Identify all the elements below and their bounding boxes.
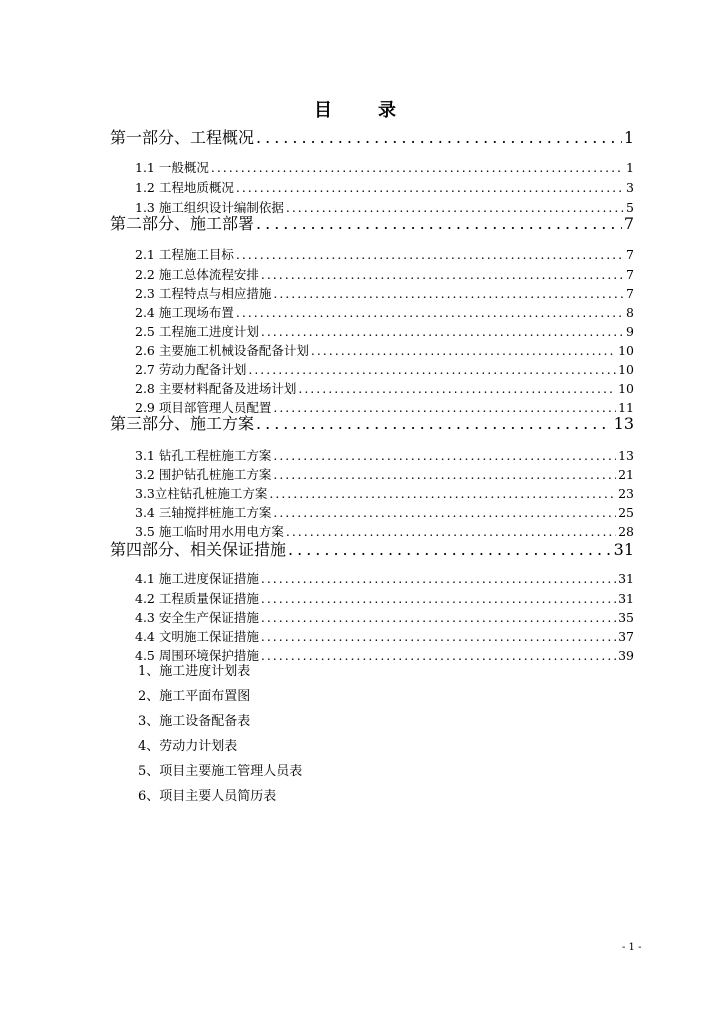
toc-entry-label: 4.1 施工进度保证措施 bbox=[135, 571, 259, 586]
toc-entry-label: 第一部分、工程概况 bbox=[110, 128, 255, 147]
attachment-item: 1、施工进度计划表 bbox=[138, 664, 251, 679]
toc-entry-label: 第二部分、施工部署 bbox=[110, 214, 255, 233]
toc-entry-label: 第四部分、相关保证措施 bbox=[110, 540, 287, 559]
dot-leader bbox=[273, 505, 616, 520]
dot-leader bbox=[261, 324, 624, 339]
dot-leader bbox=[261, 629, 616, 644]
toc-entry-page: 31 bbox=[618, 571, 634, 586]
attachment-item: 2、施工平面布置图 bbox=[138, 689, 251, 704]
toc-section-entry[interactable] bbox=[135, 265, 634, 283]
toc-entry-page: 10 bbox=[618, 381, 634, 396]
toc-section-entry[interactable] bbox=[135, 484, 634, 502]
toc-section-entry[interactable] bbox=[135, 446, 634, 464]
toc-section-entry[interactable] bbox=[135, 360, 634, 378]
toc-entry-label: 4.2 工程质量保证措施 bbox=[135, 591, 259, 606]
dot-leader bbox=[211, 160, 624, 175]
toc-section-entry[interactable] bbox=[135, 158, 634, 176]
toc-entry-page: 3 bbox=[626, 180, 634, 195]
toc-section-entry[interactable] bbox=[135, 627, 634, 645]
toc-section-entry[interactable] bbox=[135, 341, 634, 359]
toc-entry-page: 10 bbox=[618, 343, 634, 358]
attachment-item: 5、项目主要施工管理人员表 bbox=[138, 764, 303, 779]
dot-leader bbox=[256, 214, 622, 233]
dot-leader bbox=[261, 267, 624, 282]
toc-entry-page: 31 bbox=[613, 540, 634, 559]
toc-entry-page: 1 bbox=[626, 160, 634, 175]
toc-entry-label: 2.5 工程施工进度计划 bbox=[135, 324, 259, 339]
toc-entry-label: 3.1 钻孔工程桩施工方案 bbox=[135, 448, 272, 463]
toc-entry-page: 7 bbox=[626, 267, 634, 282]
toc-entry-page: 21 bbox=[618, 467, 634, 482]
toc-entry-label: 3.3立柱钻孔桩施工方案 bbox=[135, 486, 268, 501]
toc-entry-page: 11 bbox=[618, 400, 634, 415]
dot-leader bbox=[288, 540, 612, 559]
dot-leader bbox=[273, 467, 616, 482]
toc-entry-page: 25 bbox=[618, 505, 634, 520]
attachment-item: 3、施工设备配备表 bbox=[138, 714, 251, 729]
dot-leader bbox=[248, 362, 616, 377]
dot-leader bbox=[261, 571, 616, 586]
toc-entry-page: 7 bbox=[623, 214, 634, 233]
toc-entry-label: 第三部分、施工方案 bbox=[110, 414, 255, 433]
toc-entry-page: 10 bbox=[618, 362, 634, 377]
dot-leader bbox=[256, 128, 622, 147]
toc-entry-page: 1 bbox=[623, 128, 634, 147]
toc-entry-label: 1.1 一般概况 bbox=[135, 160, 209, 175]
dot-leader bbox=[261, 648, 616, 663]
toc-entry-label: 2.7 劳动力配备计划 bbox=[135, 362, 247, 377]
toc-entry-page: 7 bbox=[626, 247, 634, 262]
toc-part-entry[interactable] bbox=[110, 211, 634, 234]
toc-entry-page: 7 bbox=[626, 286, 634, 301]
dot-leader bbox=[236, 305, 624, 320]
toc-entry-label: 3.5 施工临时用水用电方案 bbox=[135, 524, 284, 539]
toc-part-entry[interactable] bbox=[110, 537, 634, 560]
toc-entry-label: 4.5 周围环境保护措施 bbox=[135, 648, 259, 663]
toc-entry-label: 2.4 施工现场布置 bbox=[135, 305, 234, 320]
toc-entry-label: 4.4 文明施工保证措施 bbox=[135, 629, 259, 644]
toc-part-entry[interactable] bbox=[110, 125, 634, 148]
toc-section-entry[interactable] bbox=[135, 379, 634, 397]
dot-leader bbox=[236, 180, 624, 195]
dot-leader bbox=[273, 286, 624, 301]
attachment-item: 4、劳动力计划表 bbox=[138, 739, 238, 754]
dot-leader bbox=[256, 414, 612, 433]
toc-entry-page: 8 bbox=[626, 305, 634, 320]
toc-entry-label: 2.3 工程特点与相应措施 bbox=[135, 286, 272, 301]
toc-entry-label: 1.2 工程地质概况 bbox=[135, 180, 234, 195]
toc-section-entry[interactable] bbox=[135, 322, 634, 340]
toc-entry-label: 4.3 安全生产保证措施 bbox=[135, 610, 259, 625]
toc-entry-label: 2.6 主要施工机械设备配备计划 bbox=[135, 343, 309, 358]
toc-section-entry[interactable] bbox=[135, 303, 634, 321]
toc-entry-page: 39 bbox=[618, 648, 634, 663]
toc-entry-page: 28 bbox=[618, 524, 634, 539]
dot-leader bbox=[261, 591, 616, 606]
toc-section-entry[interactable] bbox=[135, 465, 634, 483]
toc-section-entry[interactable] bbox=[135, 589, 634, 607]
dot-leader bbox=[298, 381, 616, 396]
toc-entry-label: 3.4 三轴搅拌桩施工方案 bbox=[135, 505, 272, 520]
dot-leader bbox=[311, 343, 616, 358]
toc-entry-label: 1.3 施工组织设计编制依据 bbox=[135, 200, 284, 215]
page-number: - 1 - bbox=[622, 942, 642, 953]
toc-section-entry[interactable] bbox=[135, 608, 634, 626]
toc-entry-page: 13 bbox=[618, 448, 634, 463]
dot-leader bbox=[236, 247, 624, 262]
toc-entry-label: 2.8 主要材料配备及进场计划 bbox=[135, 381, 297, 396]
toc-section-entry[interactable] bbox=[135, 178, 634, 196]
toc-entry-page: 35 bbox=[618, 610, 634, 625]
toc-entry-page: 13 bbox=[613, 414, 634, 433]
dot-leader bbox=[269, 486, 616, 501]
toc-entry-label: 2.2 施工总体流程安排 bbox=[135, 267, 259, 282]
toc-section-entry[interactable] bbox=[135, 503, 634, 521]
toc-entry-page: 37 bbox=[618, 629, 634, 644]
toc-entry-page: 31 bbox=[618, 591, 634, 606]
toc-section-entry[interactable] bbox=[135, 245, 634, 263]
dot-leader bbox=[273, 448, 616, 463]
toc-section-entry[interactable] bbox=[135, 284, 634, 302]
toc-entry-page: 9 bbox=[626, 324, 634, 339]
toc-section-entry[interactable] bbox=[135, 569, 634, 587]
dot-leader bbox=[261, 610, 616, 625]
toc-part-entry[interactable] bbox=[110, 411, 634, 434]
toc-entry-label: 3.2 围护钻孔桩施工方案 bbox=[135, 467, 272, 482]
toc-entry-page: 5 bbox=[626, 200, 634, 215]
toc-entry-label: 2.1 工程施工目标 bbox=[135, 247, 234, 262]
attachment-item: 6、项目主要人员简历表 bbox=[138, 789, 277, 804]
toc-entry-page: 23 bbox=[618, 486, 634, 501]
toc-entry-label: 2.9 项目部管理人员配置 bbox=[135, 400, 272, 415]
toc-title: 目 录 bbox=[314, 100, 410, 121]
